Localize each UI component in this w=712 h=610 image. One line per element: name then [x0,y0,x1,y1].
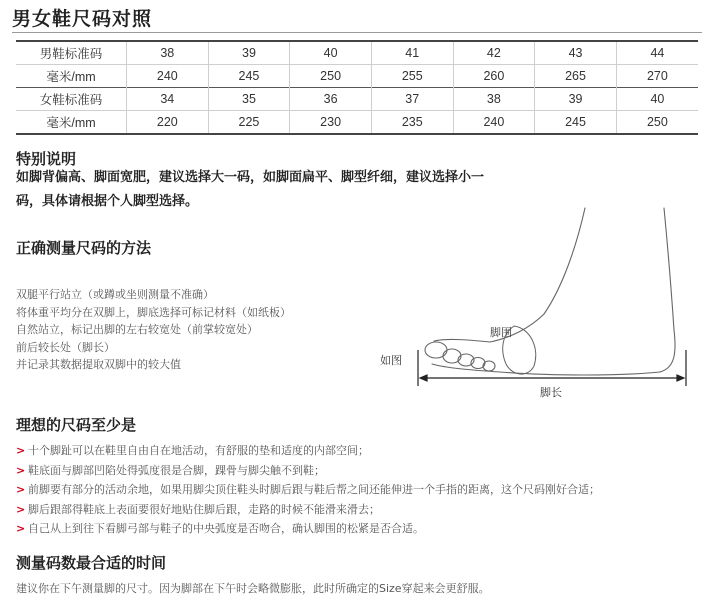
table-cell: 240 [127,65,209,88]
method-line: 将体重平均分在双脚上，脚底选择可标记材料（如纸板） [16,305,291,319]
table-cell: 38 [127,41,209,65]
list-item [16,461,706,481]
ideal-item-text: 前脚要有部分的活动余地，如果用脚尖顶住鞋头时脚后跟与鞋后帮之间还能伸进一个手指的距离，这个尺码刚好合适； [28,483,600,496]
table-cell: 245 [208,65,290,88]
label-foot-length: 脚长 [540,386,562,399]
special-note-title: 特别说明 [16,150,77,168]
method-line: 前后较长处（脚长） [16,340,115,354]
table-cell: 44 [650,46,665,60]
table-cell: 250 [646,115,668,129]
label-diagram-ref: 如图 [380,354,402,367]
table-cell: 37 [371,88,453,111]
size-chart-table [16,40,698,135]
method-line: 自然站立，标记出脚的左右较宽处（前掌较宽处） [16,323,258,336]
table-cell: 42 [453,41,535,65]
method-line: 并记录其数据提取双脚中的较大值 [16,358,181,371]
special-note-text: 如脚背偏高、脚面宽肥，建议选择大一码，如脚面扁平、脚型纤细，建议选择小一码，具体请根据个人脚型选择。 [16,170,485,209]
ideal-item-text: 脚后跟部得鞋底上表面要很好地贴住脚后跟，走路的时候不能滑来滑去； [28,502,380,516]
row-label: 男鞋标准码 [16,41,127,65]
label-foot-girth: 脚围 [490,326,512,339]
toe-big [425,342,447,358]
toe-5 [483,361,495,371]
table-cell: 260 [453,65,535,88]
foot-instep-outline [434,339,490,342]
table-cell: 34 [127,88,209,111]
method-line: 双腿平行站立（或蹲或坐则测量不准确） [16,288,214,301]
list-item [16,441,706,461]
table-cell: 40 [650,92,665,106]
row-label: 毫米/mm [16,65,127,88]
measure-time-title: 测量码数最合适的时间 [16,554,167,572]
table-cell: 40 [290,41,372,65]
list-item [16,519,706,539]
table-cell: 235 [371,111,453,135]
table-cell: 36 [290,88,372,111]
table-row [16,88,698,111]
table-row [16,65,698,88]
ideal-size-list [16,441,706,539]
table-cell: 270 [646,69,668,83]
measure-time-text: 建议你在下午测量脚的尺寸。因为脚部在下午时会略微膨胀，此时所确定的Size穿起来会更舒服。 [16,582,490,595]
ideal-item-text: 十个脚趾可以在鞋里自由自在地活动，有舒服的垫和适度的内部空间； [28,444,369,457]
list-item [16,480,706,500]
table-cell: 245 [535,111,617,135]
table-cell: 255 [371,65,453,88]
page-title: 男女鞋尺码对照 [12,8,153,30]
table-cell: 225 [208,111,290,135]
table-cell: 39 [208,41,290,65]
foot-measure-diagram [380,200,700,405]
title-divider [12,32,702,33]
measure-method-list [16,286,291,374]
ideal-item-text: 自己从上到往下看脚弓部与鞋子的中央弧度是否吻合，确认脚围的松紧是否合适。 [28,522,424,535]
table-row [16,41,698,65]
ideal-size-title: 理想的尺码至少是 [16,416,137,434]
measure-method-title: 正确测量尺码的方法 [16,239,152,257]
table-cell: 230 [290,111,372,135]
table-cell: 35 [208,88,290,111]
table-cell: 265 [535,65,617,88]
bullet-arrow-icon: > [16,502,26,516]
length-arrow-right [677,375,684,381]
row-label: 毫米/mm [16,111,127,135]
table-cell: 240 [453,111,535,135]
list-item [16,500,706,520]
bullet-arrow-icon: > [16,444,26,457]
table-cell: 250 [290,65,372,88]
table-row [16,111,698,135]
leg-back-outline [660,208,675,372]
table-cell: 38 [453,88,535,111]
bullet-arrow-icon: > [16,483,26,496]
table-cell: 43 [535,41,617,65]
leg-front-outline [490,208,585,342]
bullet-arrow-icon: > [16,522,26,535]
row-label: 女鞋标准码 [16,88,127,111]
table-cell: 41 [371,41,453,65]
length-arrow-left [420,375,427,381]
table-cell: 39 [535,88,617,111]
bullet-arrow-icon: > [16,463,26,477]
ideal-item-text: 鞋底面与脚部凹陷处得弧度很是合脚，踝骨与脚尖触不到鞋； [28,463,325,477]
table-cell: 220 [127,111,209,135]
